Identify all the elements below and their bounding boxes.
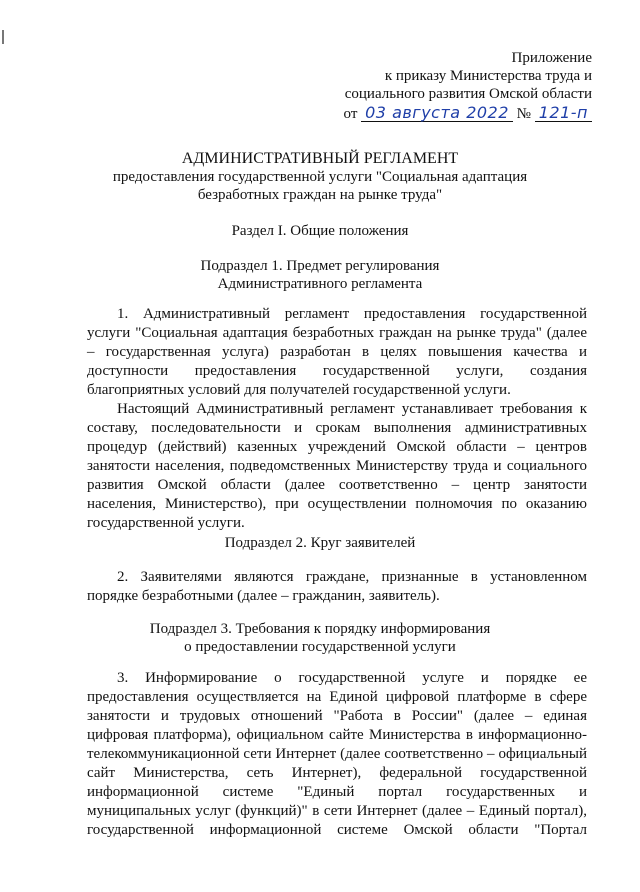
paragraph-4: 3. Информирование о государственной услуге и порядке ее предоставления осуществляется на Единой цифровой платформе в сфере занятости и трудовых отношений "Работа в России" (далее – единая цифровая платформа), официальном сайте Министерства в информационно-телекоммуникационной сети Интернет (далее соответственно – официальный сайт Министерства, сеть Интернет), федеральной государственной информационной системе "Единый портал государственных и муниципальных услуг (функций)" в сети Интернет (далее – Единый портал), государственной информационной системе Омской области "Портал xyxy=(87,670,587,838)
scan-edge-mark xyxy=(2,30,4,44)
appendix-ministry: социального развития Омской области xyxy=(344,86,592,102)
section-heading: Раздел I. Общие положения xyxy=(231,223,409,239)
subsection1-heading xyxy=(40,257,600,293)
subsection3-line1: Подраздел 3. Требования к порядку информирования xyxy=(149,621,491,637)
document-title: АДМИНИСТРАТИВНЫЙ РЕГЛАМЕНТ xyxy=(181,150,459,167)
document-subtitle-line2: безработных граждан на рынке труда" xyxy=(197,187,443,203)
subsection1-line2: Административного регламента xyxy=(217,276,423,292)
document-title-block xyxy=(40,150,600,204)
handwritten-date: 03 августа 2022 xyxy=(361,105,513,122)
appendix-order-ref: к приказу Министерства труда и xyxy=(384,68,592,84)
appendix-block xyxy=(344,49,592,123)
appendix-title: Приложение xyxy=(511,50,592,66)
document-subtitle-line1: предоставления государственной услуги "Социальная адаптация xyxy=(112,169,528,185)
order-date-number-line xyxy=(344,105,592,123)
from-label: от xyxy=(343,106,358,122)
number-label: № xyxy=(516,106,531,122)
paragraph-2: Настоящий Административный регламент устанавливает требования к составу, последовательности и срокам выполнения административных процедур (действий) казенных учреждений Омской области – центров занятости населения, подведомственных Министерству труда и социального развития Омской области (далее соответственно – центр занятости населения, Министерство), при осуществлении полномочия по оказанию государственной услуги. xyxy=(87,401,587,531)
handwritten-order-number: 121-п xyxy=(535,105,592,122)
subsection2-heading: Подраздел 2. Круг заявителей xyxy=(224,535,416,551)
subsection3-heading xyxy=(40,620,600,656)
paragraph-3: 2. Заявителями являются граждане, признанные в установленном порядке безработными (далее – гражданин, заявитель). xyxy=(87,569,587,604)
subsection3-line2: о предоставлении государственной услуги xyxy=(184,639,456,655)
subsection1-line1: Подраздел 1. Предмет регулирования xyxy=(200,258,440,274)
paragraph-1: 1. Административный регламент предоставления государственной услуги "Социальная адаптация безработных граждан на рынке труда" (далее – государственная услуга) разработан в целях повышения качества и доступности предоставления государственной услуги, создания благоприятных условий для получателей государственной услуги. xyxy=(87,306,587,398)
